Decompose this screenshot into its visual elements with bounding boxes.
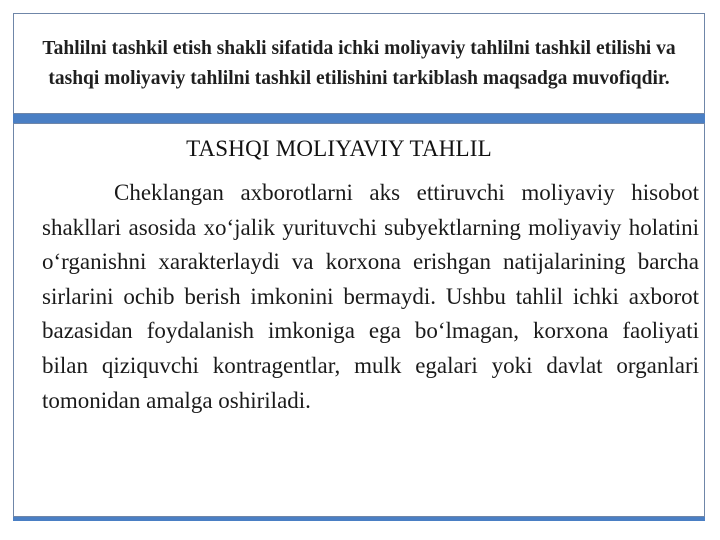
bottom-accent-bar	[13, 517, 705, 521]
content-box	[13, 123, 705, 517]
accent-divider	[13, 114, 705, 123]
header-text: Tahlilni tashkil etish shakli sifatida ichki moliyaviy tahlilni tashkil etilishi va tashqi moliyaviy tahlilni tashkil etilishini tarkiblash maqsadga muvofiqdir.	[42, 37, 676, 89]
section-title: TASHQI MOLIYAVIY TAHLIL	[186, 136, 492, 161]
body-paragraph: Cheklangan axborotlarni aks ettiruvchi moliyaviy hisobot shakllari asosida xo‘jalik yurituvchi subyektlarning moliyaviy holatini o‘rganishni xarakterlaydi va korxona erishgan natijalarining barcha sirlarini ochib berish imkonini bermaydi. Ushbu tahlil ichki axborot bazasidan foydalanish imkoniga ega bo‘lmagan, korxona faoliyati bilan qiziquvchi kontragentlar, mulk egalari yoki davlat organlari tomonidan amalga oshiriladi.	[42, 180, 699, 413]
header-box	[13, 13, 705, 114]
section-title-wrap	[14, 136, 706, 162]
